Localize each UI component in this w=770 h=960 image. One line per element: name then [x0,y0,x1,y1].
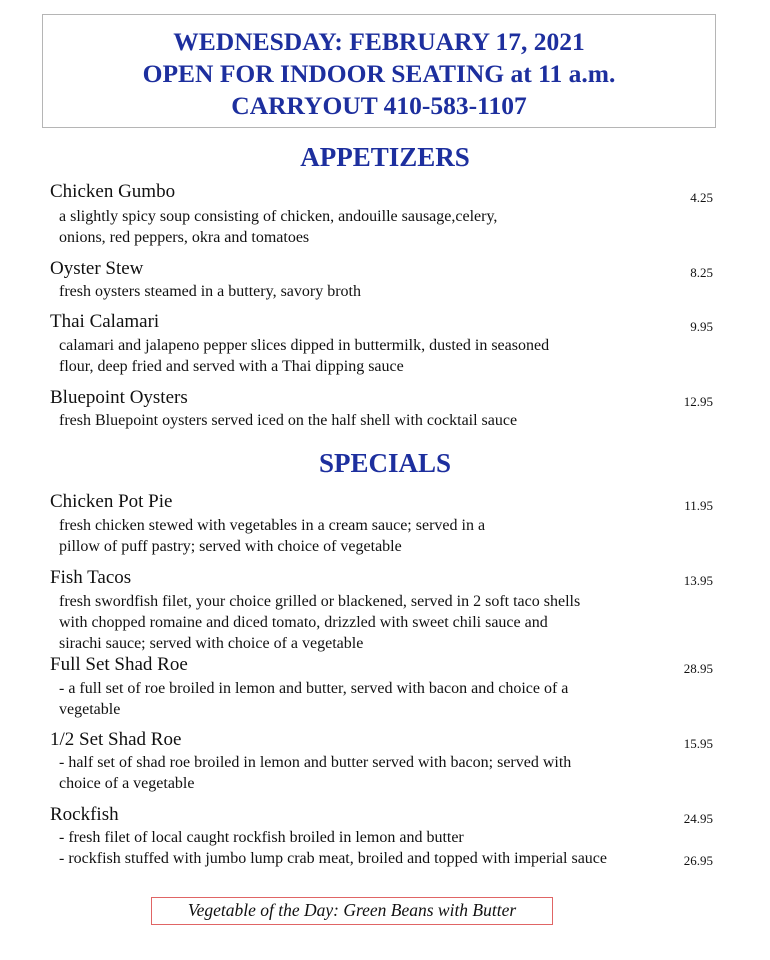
item-desc: - fresh filet of local caught rockfish broiled in lemon and butter [59,829,464,846]
item-desc: fresh Bluepoint oysters served iced on the half shell with cocktail sauce [59,412,518,429]
item-desc: - rockfish stuffed with jumbo lump crab meat, broiled and topped with imperial sauce [59,850,608,867]
vegetable-of-the-day: Vegetable of the Day: Green Beans with Butter [151,897,553,925]
item-price: 13.95 [683,573,713,588]
item-name: Chicken Gumbo [50,181,176,202]
item-desc: choice of a vegetable [59,775,195,792]
item-name: Rockfish [50,804,119,825]
item-price: 4.25 [690,190,713,205]
item-desc: onions, red peppers, okra and tomatoes [59,229,310,246]
item-name: 1/2 Set Shad Roe [50,729,182,750]
header-carryout: CARRYOUT 410-583-1107 [231,91,527,120]
item-price: 15.95 [683,736,713,751]
item-desc: pillow of puff pastry; served with choice of vegetable [59,538,402,555]
item-price: 9.95 [690,319,713,334]
item-price: 12.95 [683,394,713,409]
item-desc: vegetable [59,701,121,718]
item-desc: a slightly spicy soup consisting of chicken, andouille sausage,celery, [59,208,498,225]
specials-title: SPECIALS [318,448,452,478]
item-desc: calamari and jalapeno pepper slices dipped in buttermilk, dusted in seasoned [59,337,550,354]
item-price: 8.25 [690,265,713,280]
item-name: Oyster Stew [50,258,144,279]
item-name: Bluepoint Oysters [50,387,188,408]
item-desc: fresh chicken stewed with vegetables in a cream sauce; served in a [59,517,486,534]
header-box [42,14,716,128]
header-date: WEDNESDAY: FEBRUARY 17, 2021 [173,27,585,56]
item-price: 24.95 [683,811,713,826]
item-desc: - a full set of roe broiled in lemon and butter, served with bacon and choice of a [59,680,569,697]
item-price: 11.95 [684,498,713,513]
item-name: Chicken Pot Pie [50,491,173,512]
item-price-stuffed: 26.95 [683,853,713,868]
item-price: 28.95 [683,661,713,676]
item-desc: with chopped romaine and diced tomato, drizzled with sweet chili sauce and [59,614,548,631]
item-desc: fresh swordfish filet, your choice grilled or blackened, served in 2 soft taco shells [59,593,581,610]
item-desc: fresh oysters steamed in a buttery, savory broth [59,283,361,300]
item-name: Full Set Shad Roe [50,654,188,675]
appetizers-title: APPETIZERS [300,142,470,172]
item-name: Thai Calamari [50,311,160,332]
item-desc: flour, deep fried and served with a Thai dipping sauce [59,358,404,375]
item-desc: - half set of shad roe broiled in lemon and butter served with bacon; served with [59,754,572,771]
item-name: Fish Tacos [50,567,132,588]
item-desc: sirachi sauce; served with choice of a vegetable [59,635,364,652]
header-seating: OPEN FOR INDOOR SEATING at 11 a.m. [142,59,616,88]
